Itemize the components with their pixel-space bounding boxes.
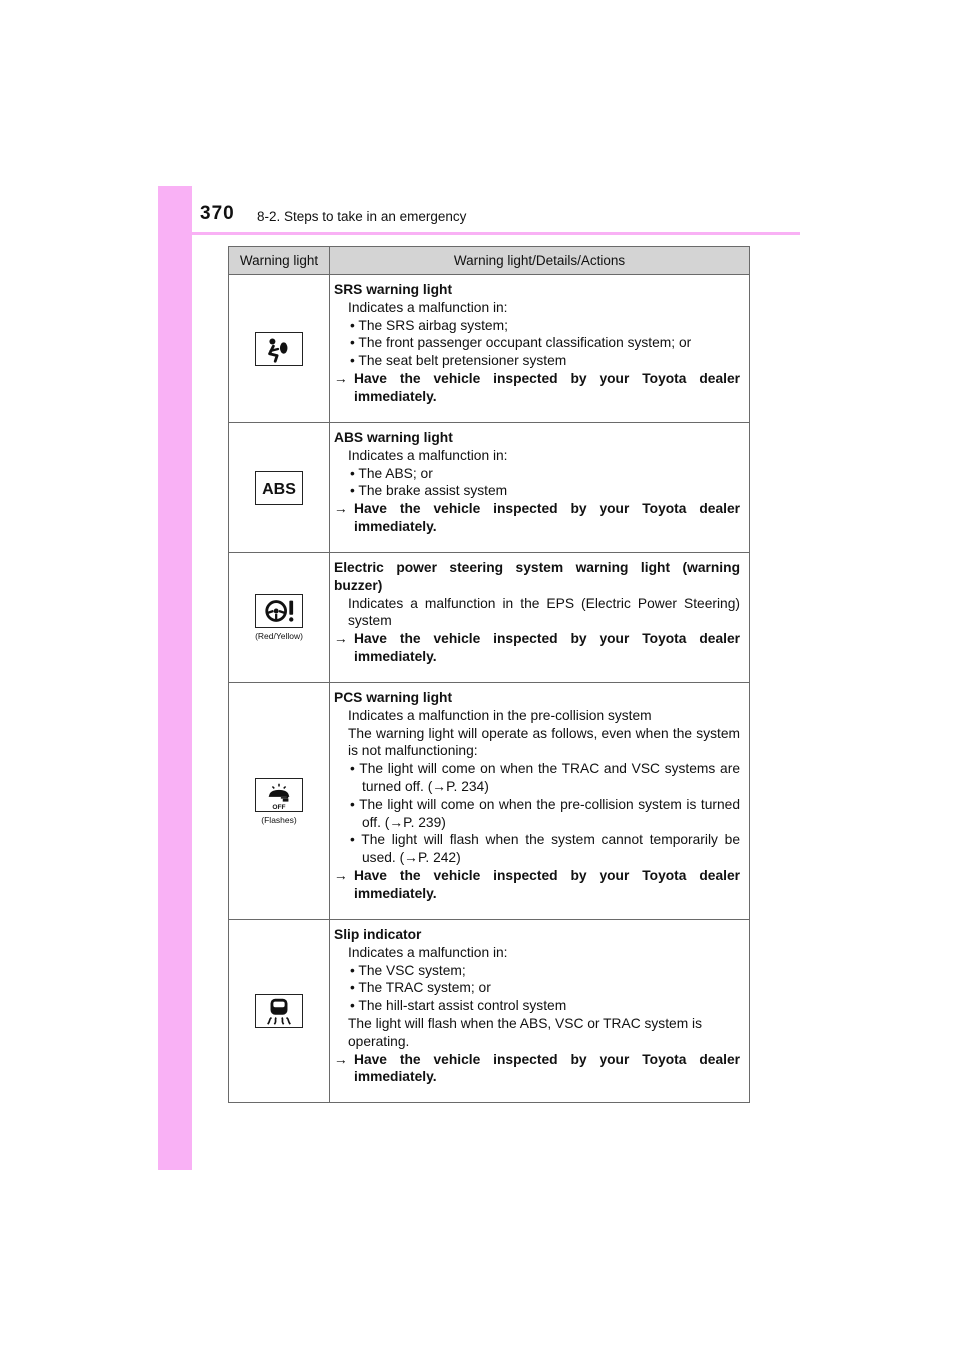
icon-cell [229, 920, 330, 1103]
bullet-item: • The VSC system; [350, 962, 466, 978]
row-action: → Have the vehicle inspected by your Toyota dealer immediately. [334, 1051, 740, 1085]
detail-cell [330, 275, 750, 423]
icon-note: (Red/Yellow) [255, 631, 303, 641]
pcs-off-icon [255, 778, 303, 812]
row-action: → Have the vehicle inspected by your Toyota dealer immediately. [334, 501, 740, 534]
detail-cell [330, 423, 750, 553]
table-row [229, 423, 750, 553]
row-action: → Have the vehicle inspected by your Toyota dealer immediately. [334, 867, 740, 901]
row-text: Indicates a malfunction in the pre-collision system [348, 707, 652, 723]
bullet-item: • The brake assist system [350, 483, 508, 499]
bullet-item: • The front passenger occupant classification system; or [350, 335, 692, 351]
bullet-item: • The ABS; or [350, 465, 433, 481]
row-title: Slip indicator [334, 927, 422, 942]
detail-cell [330, 553, 750, 683]
row-action: → Have the vehicle inspected by your Toyota dealer immediately. [334, 370, 740, 404]
row-text: Indicates a malfunction in: [348, 299, 508, 315]
icon-cell [229, 423, 330, 553]
abs-icon [255, 471, 303, 505]
table-row [229, 920, 750, 1103]
row-text: Indicates a malfunction in: [348, 447, 508, 463]
column-header-warning-light: Warning light [229, 247, 330, 275]
bullet-item: • The TRAC system; or [350, 980, 491, 996]
detail-cell [330, 683, 750, 920]
airbag-warning-icon [255, 332, 303, 366]
column-header-details: Warning light/Details/Actions [330, 247, 750, 275]
table-header-row [229, 247, 750, 275]
row-text: Indicates a malfunction in: [348, 944, 508, 960]
warning-lights-table [228, 246, 750, 1103]
arrow-icon: → [334, 1051, 348, 1067]
bullet-item: • The seat belt pretensioner system [350, 353, 567, 369]
arrow-icon: → [334, 631, 348, 647]
table-row [229, 683, 750, 920]
table-row [229, 553, 750, 683]
row-text: The light will flash when the ABS, VSC or TRAC system is operating. [348, 1015, 702, 1049]
section-side-tab [158, 186, 192, 1170]
row-action: → Have the vehicle inspected by your Toyota dealer immediately. [334, 631, 740, 664]
header-rule [192, 232, 800, 235]
row-text: Indicates a malfunction in the EPS (Electric Power Steering) system [348, 595, 740, 629]
bullet-item: • The light will come on when the TRAC and VSC systems are turned off. (→P. 234) [350, 761, 740, 794]
row-title: SRS warning light [334, 282, 453, 297]
icon-note: (Flashes) [261, 814, 297, 825]
bullet-item: • The SRS airbag system; [350, 317, 508, 333]
row-text: The warning light will operate as follows, even when the system is not malfunctioning: [348, 725, 740, 759]
steering-wheel-warning-icon [255, 594, 303, 628]
bullet-item: • The light will flash when the system cannot temporarily be used. (→P. 242) [350, 832, 740, 866]
arrow-icon: → [334, 501, 348, 517]
detail-cell [330, 920, 750, 1103]
svg-text:OFF: OFF [272, 803, 286, 811]
bullet-item: • The hill-start assist control system [350, 998, 567, 1014]
icon-cell [229, 683, 330, 920]
slip-indicator-icon [255, 994, 303, 1028]
arrow-icon: → [334, 867, 348, 883]
svg-text:ABS: ABS [262, 480, 296, 498]
row-title: Electric power steering system warning light (warning buzzer) [334, 560, 740, 593]
icon-cell [229, 275, 330, 423]
row-title: ABS warning light [334, 430, 453, 445]
section-title: 8-2. Steps to take in an emergency [257, 209, 467, 224]
table-row [229, 275, 750, 423]
bullet-item: • The light will come on when the pre-collision system is turned off. (→P. 239) [350, 796, 740, 830]
icon-cell [229, 553, 330, 683]
row-title: PCS warning light [334, 690, 453, 705]
arrow-icon: → [334, 370, 348, 386]
page-number: 370 [200, 203, 235, 224]
